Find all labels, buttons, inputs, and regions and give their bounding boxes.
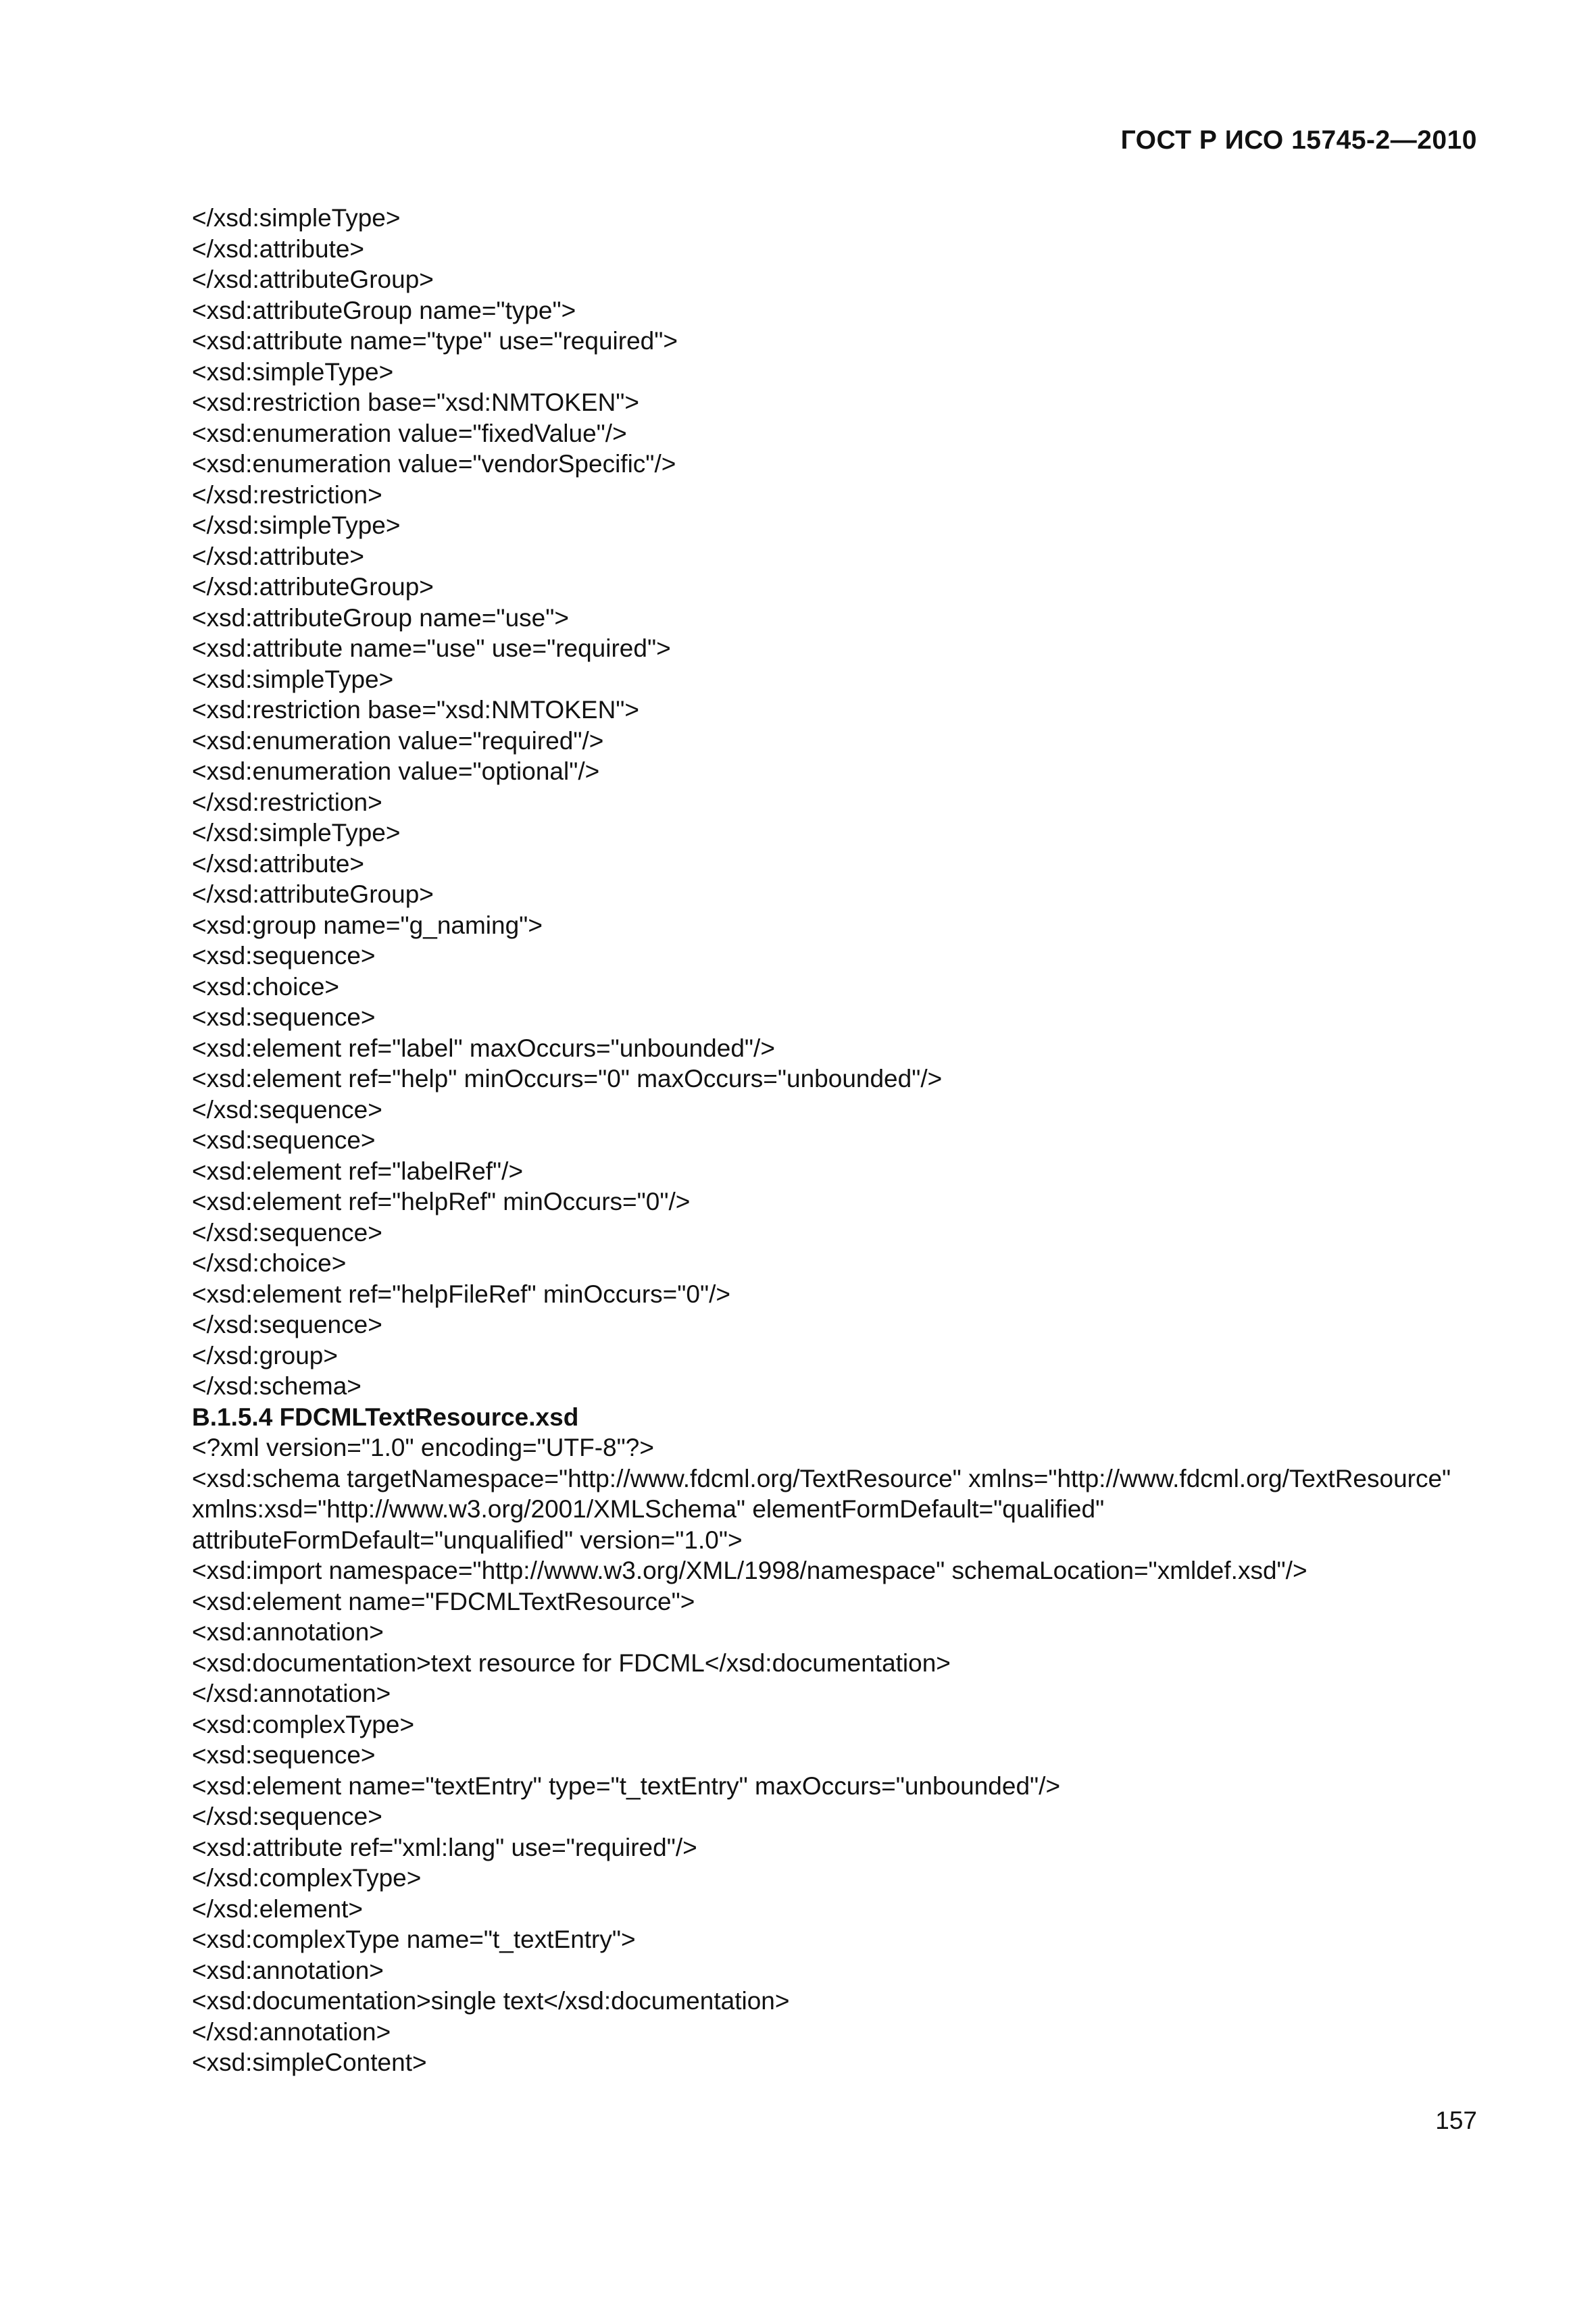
code-line: <xsd:attribute name="type" use="required"> (192, 327, 678, 355)
code-line: <xsd:sequence> (192, 1741, 376, 1769)
code-line: <xsd:documentation>single text</xsd:documentation> (192, 1987, 790, 2015)
code-line: </xsd:complexType> (192, 1864, 422, 1892)
code-line: <xsd:element ref="labelRef"/> (192, 1157, 524, 1185)
code-line: <xsd:simpleContent> (192, 2048, 427, 2076)
code-line: <xsd:sequence> (192, 942, 376, 970)
code-line: <xsd:enumeration value="required"/> (192, 726, 604, 755)
code-line: <xsd:element name="textEntry" type="t_textEntry" maxOccurs="unbounded"/> (192, 1771, 1061, 1800)
code-line: <xsd:sequence> (192, 1003, 376, 1031)
code-line: </xsd:attributeGroup> (192, 573, 434, 601)
section-heading: B.1.5.4 FDCMLTextResource.xsd (192, 1403, 579, 1431)
code-line: </xsd:group> (192, 1341, 338, 1369)
code-line: </xsd:restriction> (192, 480, 382, 509)
code-line: </xsd:attribute> (192, 849, 365, 878)
document-id-header: ГОСТ Р ИСО 15745-2—2010 (1120, 126, 1477, 155)
code-line: <xsd:sequence> (192, 1126, 376, 1154)
code-line: <?xml version="1.0" encoding="UTF-8"?> (192, 1434, 654, 1461)
code-line: <xsd:enumeration value="fixedValue"/> (192, 419, 627, 447)
code-line: </xsd:sequence> (192, 1095, 382, 1124)
code-line: </xsd:element> (192, 1894, 363, 1923)
page-number: 157 (1435, 2107, 1477, 2134)
code-line: <xsd:element ref="helpFileRef" minOccurs="0"/> (192, 1280, 730, 1308)
code-line: <xsd:group name="g_naming"> (192, 911, 543, 939)
code-line: <xsd:schema targetNamespace="http://www.fdcml.org/TextResource" xmlns="http://www.fdcml.org/TextResource" xmlns:xsd="http://www.w3.org/2001/XMLSchema" elementFormDefault="qualified" attributeFormDefault="unqualified" version="1.0"> (192, 1464, 1451, 1554)
code-line: <xsd:restriction base="xsd:NMTOKEN"> (192, 696, 640, 724)
code-line: </xsd:attribute> (192, 234, 365, 263)
code-line: <xsd:annotation> (192, 1618, 384, 1646)
code-line: <xsd:enumeration value="optional"/> (192, 757, 600, 785)
code-line: </xsd:annotation> (192, 1680, 391, 1707)
code-line: <xsd:restriction base="xsd:NMTOKEN"> (192, 388, 640, 416)
code-line: </xsd:choice> (192, 1249, 347, 1277)
code-line: </xsd:simpleType> (192, 819, 401, 847)
code-line: <xsd:annotation> (192, 1956, 384, 1984)
code-line: <xsd:attributeGroup name="type"> (192, 296, 576, 324)
code-line: <xsd:complexType name="t_textEntry"> (192, 1926, 636, 1953)
code-line: <xsd:attributeGroup name="use"> (192, 603, 569, 632)
code-line: <xsd:attribute name="use" use="required"> (192, 634, 671, 662)
code-line: </xsd:sequence> (192, 1218, 382, 1247)
code-line: </xsd:annotation> (192, 2017, 391, 2046)
code-line: <xsd:attribute ref="xml:lang" use="required"/> (192, 1833, 697, 1861)
code-line: </xsd:simpleType> (192, 204, 401, 232)
code-line: <xsd:documentation>text resource for FDCML</xsd:documentation> (192, 1649, 951, 1677)
code-line: <xsd:simpleType> (192, 357, 394, 386)
code-line: </xsd:restriction> (192, 788, 382, 816)
code-line: </xsd:simpleType> (192, 511, 401, 539)
code-line: </xsd:sequence> (192, 1803, 382, 1830)
code-line: <xsd:element ref="label" maxOccurs="unbounded"/> (192, 1034, 775, 1062)
code-line: <xsd:import namespace="http://www.w3.org/XML/1998/namespace" schemaLocation="xmldef.xsd"/> (192, 1557, 1307, 1584)
xsd-listing (192, 203, 1482, 2078)
code-line: <xsd:element name="FDCMLTextResource"> (192, 1587, 695, 1615)
code-line: <xsd:element ref="helpRef" minOccurs="0"/> (192, 1188, 691, 1215)
code-line: <xsd:choice> (192, 972, 340, 1001)
code-line: <xsd:enumeration value="vendorSpecific"/> (192, 450, 676, 478)
code-line: </xsd:attributeGroup> (192, 266, 434, 293)
code-line: <xsd:element ref="help" minOccurs="0" maxOccurs="unbounded"/> (192, 1065, 943, 1092)
code-line: <xsd:complexType> (192, 1710, 415, 1738)
code-line: <xsd:simpleType> (192, 665, 394, 693)
code-line: </xsd:attribute> (192, 542, 365, 570)
code-line: </xsd:sequence> (192, 1311, 382, 1338)
code-line: </xsd:attributeGroup> (192, 880, 434, 908)
code-line: </xsd:schema> (192, 1372, 361, 1400)
